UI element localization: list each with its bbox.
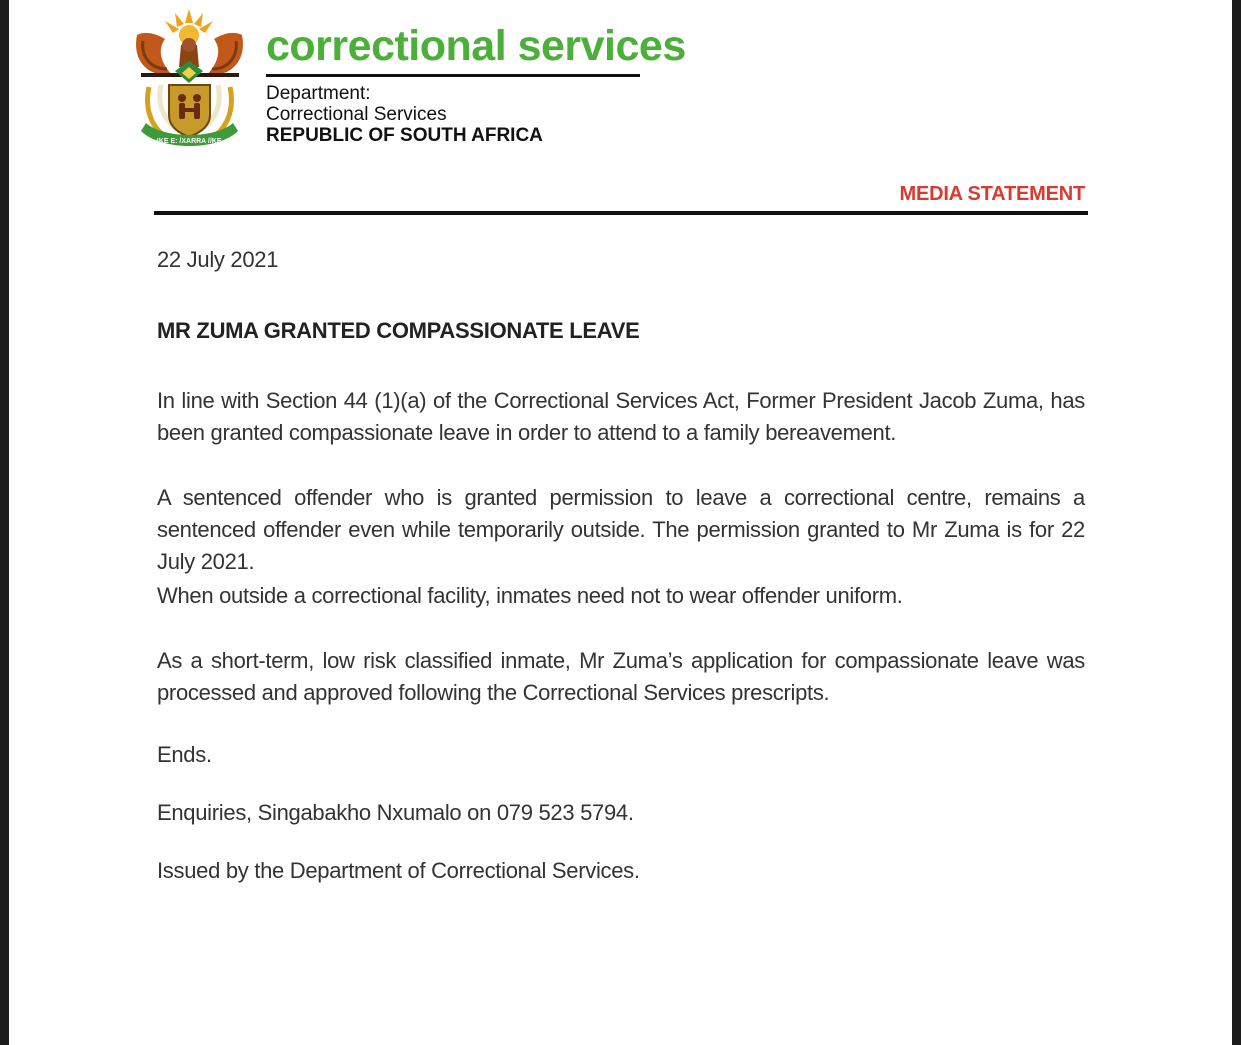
- country-name: REPUBLIC OF SOUTH AFRICA: [266, 125, 543, 146]
- statement-date: 22 July 2021: [157, 247, 279, 272]
- coat-of-arms-logo: [127, 5, 252, 157]
- statement-title: MR ZUMA GRANTED COMPASSIONATE LEAVE: [157, 318, 640, 343]
- document-page: [9, 0, 1232, 1045]
- issued-by-line: Issued by the Department of Correctional Services.: [157, 858, 640, 883]
- paragraph-2: A sentenced offender who is granted permission to leave a correctional centre, remains a sentenced offender even while temporarily outside. The permission granted to Mr Zuma is for 22 July 2021.: [157, 485, 1085, 574]
- department-label: Department:: [266, 83, 371, 104]
- paragraph-4: As a short-term, low risk classified inmate, Mr Zuma’s application for compassionate leave was processed and approved following the Correctional Services prescripts.: [157, 648, 1085, 705]
- paragraph-1: In line with Section 44 (1)(a) of the Correctional Services Act, Former President Jacob Zuma, has been granted compassionate leave in order to attend to a family bereavement.: [157, 388, 1085, 445]
- ends-line: Ends.: [157, 742, 212, 767]
- department-brand: correctional services: [266, 22, 686, 70]
- crest-motto: !KE E: /XARRA //KE: [156, 138, 222, 145]
- header-divider: [154, 211, 1088, 215]
- department-name: Correctional Services: [266, 104, 447, 125]
- brand-divider: [266, 74, 640, 77]
- department-block: [266, 83, 543, 146]
- paragraph-3: When outside a correctional facility, inmates need not to wear offender uniform.: [157, 583, 903, 608]
- enquiries-line: Enquiries, Singabakho Nxumalo on 079 523 5794.: [157, 800, 634, 825]
- media-statement-label: MEDIA STATEMENT: [899, 183, 1085, 205]
